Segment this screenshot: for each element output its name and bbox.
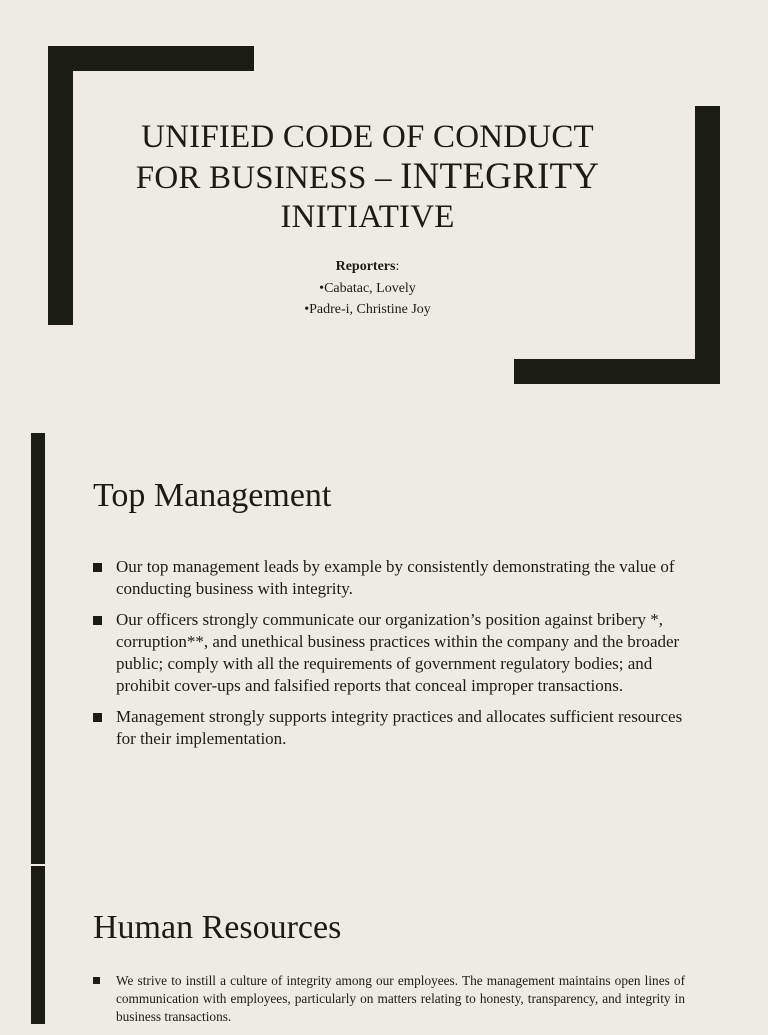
left-accent-bar [31,433,45,864]
top-management-slide [0,432,768,864]
list-item-text: Management strongly supports integrity practices and allocates sufficient resources for their implementation. [116,707,683,748]
list-item [93,972,685,1026]
slide-heading: Top Management [93,477,332,514]
reporters-heading [95,256,640,278]
title-slide [0,0,768,432]
list-item [93,609,693,697]
bullet-list [93,972,693,1035]
square-bullet-icon [93,563,102,572]
reporter-2: •Padre-i, Christine Joy [304,302,431,317]
list-item-text: Our top management leads by example by consistently demonstrating the value of conducting business with integrity. [116,557,675,598]
frame-bar-top-left-vertical [48,46,73,325]
square-bullet-icon [93,713,102,722]
title-line-3: INITIATIVE [280,199,455,235]
title-line-1: UNIFIED CODE OF CONDUCT [141,119,594,155]
title-line-2b: INTEGRITY [400,156,600,197]
left-accent-bar [31,866,45,1024]
reporters-label: Reporters [335,259,396,274]
frame-bar-bottom-right-horizontal [514,359,720,384]
reporters-colon: : [395,259,400,274]
list-item-text: Our officers strongly communicate our organization’s position against bribery *, corruption**, and unethical business practices within the company and the broader public; comply with all the requirements of government regulatory bodies; and prohibit cover-ups and falsified reports that conceal improper transactions. [116,610,680,695]
list-item [93,556,693,600]
slide-title [95,118,640,237]
frame-bar-bottom-right-vertical [695,106,720,384]
title-line-2a: FOR BUSINESS – [135,160,401,196]
slide-heading: Human Resources [93,909,342,946]
human-resources-slide [0,864,768,1024]
reporters-block [95,256,640,321]
square-bullet-icon [93,977,100,984]
frame-bar-top-left-horizontal [48,46,254,71]
bullet-list [93,556,693,759]
square-bullet-icon [93,616,102,625]
reporter-1: •Cabatac, Lovely [319,280,416,296]
list-item-text: We strive to instill a culture of integrity among our employees. The management maintains open lines of communication with employees, particularly on matters relating to honesty, transparency, and integrity in business transactions. [116,973,685,1024]
list-item [93,706,693,750]
